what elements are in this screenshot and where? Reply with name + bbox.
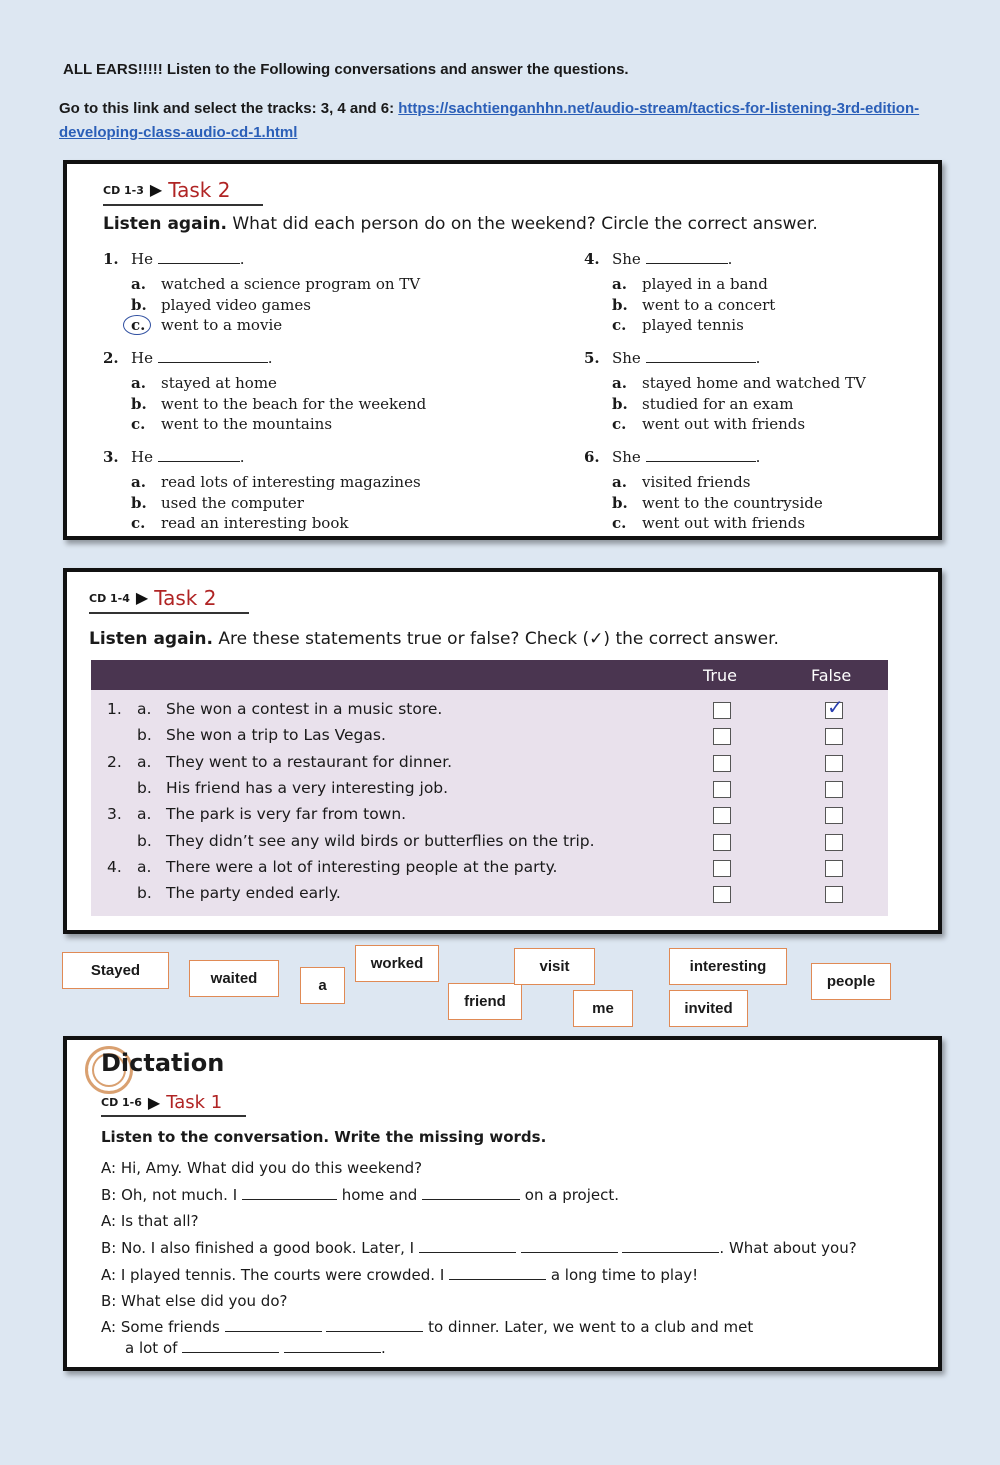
question-4: 4. She . a. played in a band b. went to a concert c. played tennis xyxy=(584,250,1000,336)
cd-label: CD 1-3 xyxy=(103,183,144,197)
option[interactable] xyxy=(103,493,523,514)
opt-letter: b. xyxy=(131,493,147,512)
row-statement: They didn’t see any wild birds or butterflies on the trip. xyxy=(166,831,595,850)
table-row xyxy=(91,696,888,722)
table-row xyxy=(91,775,888,801)
opt-text: played tennis xyxy=(642,316,744,334)
opt-text: went to a concert xyxy=(642,295,776,314)
row-letter: b. xyxy=(137,778,152,797)
task-header xyxy=(101,1092,246,1117)
option[interactable] xyxy=(584,414,1000,435)
col-false: False xyxy=(811,666,852,685)
option[interactable] xyxy=(584,315,1000,336)
table-row xyxy=(91,880,888,906)
table-row xyxy=(91,749,888,775)
task-title: Task 2 xyxy=(168,178,231,202)
play-arrow-icon: ▶ xyxy=(135,590,149,607)
word-chip[interactable]: me xyxy=(573,990,633,1027)
q-num: 4. xyxy=(584,250,600,268)
play-arrow-icon: ▶ xyxy=(149,182,163,199)
opt-text: played in a band xyxy=(642,275,768,293)
option[interactable] xyxy=(584,493,1000,514)
row-number: 2. xyxy=(107,752,122,771)
option[interactable] xyxy=(584,472,1000,493)
question-1: 1. He . a. watched a science program on TV b. played video games c. went to a movie xyxy=(103,250,523,336)
word-chip[interactable]: invited xyxy=(669,990,748,1027)
word-chip[interactable]: worked xyxy=(355,945,439,982)
dialog-line xyxy=(125,1339,386,1357)
dialog-line: B: What else did you do? xyxy=(101,1292,288,1310)
blank-field[interactable] xyxy=(622,1240,719,1253)
q-stem: He xyxy=(131,250,153,268)
false-checkbox[interactable] xyxy=(825,781,843,798)
q-num: 3. xyxy=(103,448,119,466)
opt-text: studied for an exam xyxy=(642,394,794,413)
option[interactable] xyxy=(103,295,523,316)
true-checkbox[interactable] xyxy=(713,755,731,772)
opt-letter: c. xyxy=(612,514,627,532)
answer-circle-icon xyxy=(123,315,151,335)
opt-text: went to the beach for the weekend xyxy=(161,394,427,413)
line-text: on a project. xyxy=(524,1186,620,1204)
instruction-text: Are these statements true or false? Check (✓) the correct answer. xyxy=(212,629,779,649)
question-6: 6. She . a. visited friends b. went to the countryside c. went out with friends xyxy=(584,448,1000,534)
task-circle-panel xyxy=(63,160,942,540)
true-checkbox[interactable] xyxy=(713,728,731,745)
q-stem: She xyxy=(612,250,641,268)
false-checkbox[interactable] xyxy=(825,860,843,877)
cd-label: CD 1-4 xyxy=(89,591,130,605)
word-chip[interactable]: interesting xyxy=(669,948,787,985)
audio-link[interactable]: https://sachtienganhhn.net/audio-stream/tactics-for-listening-3rd-edition-developing-class-audio-cd-1.html xyxy=(59,100,920,141)
blank-field[interactable] xyxy=(521,1240,618,1253)
line-text: B: Oh, not much. I xyxy=(101,1186,238,1204)
opt-letter: a. xyxy=(131,473,146,491)
row-letter: a. xyxy=(137,752,152,771)
dialog-line xyxy=(101,1266,698,1284)
row-letter: a. xyxy=(137,700,152,718)
opt-text: read lots of interesting magazines xyxy=(161,473,421,491)
instruction-bold: Listen again. xyxy=(103,214,227,234)
word-chip[interactable]: friend xyxy=(448,983,522,1020)
option[interactable] xyxy=(584,394,1000,415)
opt-text: visited friends xyxy=(642,473,751,491)
instruction-bold: Listen again. xyxy=(89,629,213,649)
dialog-line: A: Is that all? xyxy=(101,1212,199,1230)
question-2: 2. He . a. stayed at home b. went to the beach for the weekend c. went to the mountains xyxy=(103,349,523,435)
row-number: 3. xyxy=(107,805,122,824)
q-num: 1. xyxy=(103,250,119,268)
row-number: 1. xyxy=(107,700,122,718)
blank-field[interactable] xyxy=(242,1187,337,1200)
dialog-line xyxy=(101,1318,753,1336)
option[interactable] xyxy=(103,394,523,415)
opt-text: stayed home and watched TV xyxy=(642,374,866,392)
table-row xyxy=(91,722,888,748)
option[interactable] xyxy=(103,373,523,394)
link-prefix: Go to this link and select the tracks: 3, 4 and 6: xyxy=(59,100,399,117)
blank-field[interactable] xyxy=(225,1319,322,1332)
dictation-instruction: Listen to the conversation. Write the missing words. xyxy=(101,1128,547,1146)
opt-letter: a. xyxy=(612,275,627,293)
row-statement: There were a lot of interesting people at the party. xyxy=(166,857,558,876)
blank-field[interactable] xyxy=(449,1267,546,1280)
row-statement: His friend has a very interesting job. xyxy=(166,778,449,797)
opt-text: used the computer xyxy=(161,493,304,512)
option[interactable] xyxy=(584,513,1000,534)
word-chip[interactable]: Stayed xyxy=(62,952,169,989)
blank-field[interactable] xyxy=(182,1340,279,1353)
q-num: 5. xyxy=(584,349,600,367)
opt-letter: a. xyxy=(131,275,146,293)
true-checkbox[interactable] xyxy=(713,834,731,851)
task-instruction xyxy=(103,214,818,234)
row-statement: She won a contest in a music store. xyxy=(166,700,443,718)
line-text: A: Some friends xyxy=(101,1318,220,1336)
row-statement: The party ended early. xyxy=(166,884,341,903)
task-instruction xyxy=(89,629,779,649)
option[interactable] xyxy=(103,274,523,295)
line-text: A: I played tennis. The courts were crowded. I xyxy=(101,1266,445,1284)
task-header xyxy=(103,178,263,206)
opt-text: played video games xyxy=(161,295,311,314)
line-text: a long time to play! xyxy=(550,1266,699,1284)
dialog-line xyxy=(101,1186,619,1204)
word-chip[interactable]: waited xyxy=(189,960,279,997)
opt-text: went out with friends xyxy=(642,514,806,532)
table-row xyxy=(91,828,888,854)
opt-text: read an interesting book xyxy=(161,514,349,532)
word-chip[interactable]: people xyxy=(811,963,891,1000)
line-text: B: No. I also finished a good book. Later, I xyxy=(101,1239,415,1257)
false-checkbox[interactable] xyxy=(825,886,843,903)
word-chip[interactable]: a xyxy=(300,967,345,1004)
task-header xyxy=(89,586,249,614)
false-checkbox[interactable] xyxy=(825,834,843,851)
line-text: a lot of xyxy=(125,1339,178,1357)
q-stem: He xyxy=(131,349,153,367)
blank-field[interactable] xyxy=(422,1187,520,1200)
dialog-line xyxy=(101,1239,857,1257)
blank-field[interactable] xyxy=(284,1340,381,1353)
row-letter: a. xyxy=(137,805,152,824)
dictation-heading: Dictation xyxy=(101,1049,225,1077)
line-text: home and xyxy=(341,1186,418,1204)
question-5: 5. She . a. stayed home and watched TV b. studied for an exam c. went out with friends xyxy=(584,349,1000,435)
row-letter: b. xyxy=(137,831,152,850)
false-checkbox[interactable] xyxy=(825,728,843,745)
opt-text: stayed at home xyxy=(161,374,277,392)
opt-letter: b. xyxy=(612,394,628,413)
table-header xyxy=(91,660,888,690)
row-statement: She won a trip to Las Vegas. xyxy=(166,726,386,745)
opt-letter: a. xyxy=(612,473,627,491)
row-statement: They went to a restaurant for dinner. xyxy=(166,752,453,771)
line-text: . What about you? xyxy=(719,1239,857,1257)
blank-field[interactable] xyxy=(419,1240,516,1253)
true-checkbox[interactable] xyxy=(713,702,731,719)
opt-letter: a. xyxy=(131,374,146,392)
q-num: 6. xyxy=(584,448,600,466)
opt-letter: b. xyxy=(612,493,628,512)
false-checkbox[interactable] xyxy=(825,755,843,772)
opt-text: went to the mountains xyxy=(161,415,333,433)
opt-letter: b. xyxy=(131,394,147,413)
opt-letter: b. xyxy=(131,295,147,314)
opt-text: went out with friends xyxy=(642,415,806,433)
option[interactable] xyxy=(584,274,1000,295)
true-checkbox[interactable] xyxy=(713,860,731,877)
task-title: Task 1 xyxy=(166,1092,223,1113)
false-checkbox[interactable] xyxy=(825,807,843,824)
q-stem: She xyxy=(612,349,641,367)
opt-letter: c. xyxy=(131,415,146,433)
row-number: 4. xyxy=(107,857,122,876)
instruction-text: What did each person do on the weekend? Circle the correct answer. xyxy=(226,214,818,234)
page-title: ALL EARS!!!!! Listen to the Following conversations and answer the questions. xyxy=(63,61,629,78)
table-row xyxy=(91,854,888,880)
word-chip[interactable]: visit xyxy=(514,948,595,985)
opt-text: watched a science program on TV xyxy=(161,275,421,293)
option[interactable] xyxy=(103,315,523,336)
q-stem: He xyxy=(131,448,153,466)
option[interactable] xyxy=(103,513,523,534)
row-letter: a. xyxy=(137,857,152,876)
true-checkbox[interactable] xyxy=(713,781,731,798)
cd-label: CD 1-6 xyxy=(101,1096,142,1109)
true-checkbox[interactable] xyxy=(713,807,731,824)
opt-letter: c. xyxy=(131,316,146,334)
false-checkbox[interactable] xyxy=(825,702,843,719)
question-3: 3. He . a. read lots of interesting magazines b. used the computer c. read an interesting book xyxy=(103,448,523,534)
table-row xyxy=(91,801,888,827)
q-num: 2. xyxy=(103,349,119,367)
opt-letter: b. xyxy=(612,295,628,314)
line-text: to dinner. Later, we went to a club and met xyxy=(428,1318,754,1336)
q-stem: She xyxy=(612,448,641,466)
option[interactable] xyxy=(584,295,1000,316)
opt-letter: c. xyxy=(612,415,627,433)
task-title: Task 2 xyxy=(154,586,217,610)
true-checkbox[interactable] xyxy=(713,886,731,903)
dialog-line: A: Hi, Amy. What did you do this weekend? xyxy=(101,1159,423,1177)
line-text: . xyxy=(380,1339,386,1357)
opt-text: went to the countryside xyxy=(642,493,823,512)
dictation-panel xyxy=(63,1036,942,1371)
option[interactable] xyxy=(103,472,523,493)
opt-letter: c. xyxy=(131,514,146,532)
true-false-table xyxy=(91,660,888,916)
opt-text: went to a movie xyxy=(161,316,283,334)
row-statement: The park is very far from town. xyxy=(166,805,407,824)
option[interactable] xyxy=(103,414,523,435)
blank-field[interactable] xyxy=(326,1319,423,1332)
row-letter: b. xyxy=(137,726,152,745)
play-arrow-icon: ▶ xyxy=(147,1094,161,1112)
opt-letter: c. xyxy=(612,316,627,334)
instructions-line xyxy=(59,97,939,145)
row-letter: b. xyxy=(137,884,152,903)
col-true: True xyxy=(703,666,737,685)
opt-letter: a. xyxy=(612,374,627,392)
task-true-false-panel xyxy=(63,568,942,934)
option[interactable] xyxy=(584,373,1000,394)
